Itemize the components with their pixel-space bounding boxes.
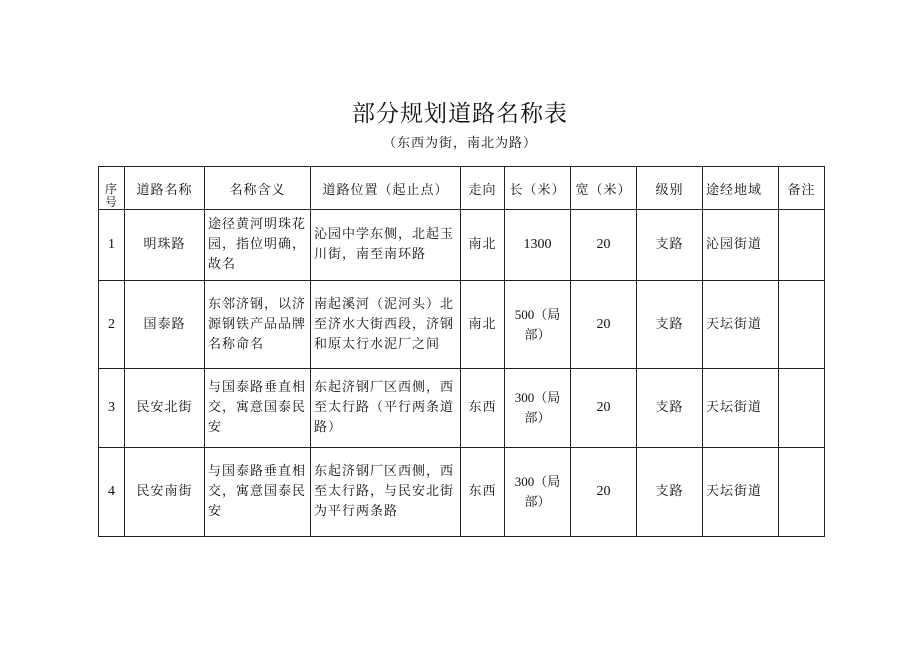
cell-seq: 2 bbox=[99, 281, 125, 369]
document-title: 部分规划道路名称表 bbox=[352, 101, 568, 127]
header-direction: 走向 bbox=[461, 167, 505, 210]
cell-seq: 1 bbox=[99, 210, 125, 281]
cell-seq: 3 bbox=[99, 369, 125, 448]
cell-note bbox=[779, 210, 825, 281]
header-note: 备注 bbox=[779, 167, 825, 210]
cell-length: 1300 bbox=[505, 210, 571, 281]
cell-road-name: 明珠路 bbox=[125, 210, 205, 281]
cell-name-meaning: 与国泰路垂直相交，寓意国泰民安 bbox=[205, 448, 311, 537]
header-seq: 序号 bbox=[99, 167, 125, 210]
cell-width: 20 bbox=[571, 369, 637, 448]
cell-direction: 东西 bbox=[461, 369, 505, 448]
cell-name-meaning: 途径黄河明珠花园，指位明确，故名 bbox=[205, 210, 311, 281]
cell-road-location: 南起溪河（泥河头）北至济水大街西段，济钢和原太行水泥厂之间 bbox=[311, 281, 461, 369]
table-row bbox=[99, 448, 825, 537]
cell-road-name: 国泰路 bbox=[125, 281, 205, 369]
cell-road-name: 民安北街 bbox=[125, 369, 205, 448]
header-length: 长（米） bbox=[505, 167, 571, 210]
cell-name-meaning: 东邻济钢，以济源钢铁产品品牌名称命名 bbox=[205, 281, 311, 369]
cell-road-location: 东起济钢厂区西侧，西至太行路，与民安北街为平行两条路 bbox=[311, 448, 461, 537]
cell-area: 沁园街道 bbox=[703, 210, 779, 281]
cell-seq: 4 bbox=[99, 448, 125, 537]
table-header-row bbox=[99, 167, 825, 210]
header-road-location: 道路位置（起止点） bbox=[311, 167, 461, 210]
document-subtitle: （东西为街，南北为路） bbox=[382, 136, 537, 151]
header-name-meaning: 名称含义 bbox=[205, 167, 311, 210]
cell-level: 支路 bbox=[637, 281, 703, 369]
cell-direction: 南北 bbox=[461, 281, 505, 369]
table-row bbox=[99, 281, 825, 369]
cell-width: 20 bbox=[571, 281, 637, 369]
cell-level: 支路 bbox=[637, 210, 703, 281]
cell-name-meaning: 与国泰路垂直相交，寓意国泰民安 bbox=[205, 369, 311, 448]
cell-note bbox=[779, 369, 825, 448]
cell-direction: 东西 bbox=[461, 448, 505, 537]
cell-length: 300（局部） bbox=[505, 448, 571, 537]
cell-area: 天坛街道 bbox=[703, 281, 779, 369]
road-names-table bbox=[98, 166, 825, 537]
cell-level: 支路 bbox=[637, 369, 703, 448]
cell-road-location: 东起济钢厂区西侧，西至太行路（平行两条道路） bbox=[311, 369, 461, 448]
table-row bbox=[99, 369, 825, 448]
cell-note bbox=[779, 448, 825, 537]
cell-road-location: 沁园中学东侧，北起玉川街，南至南环路 bbox=[311, 210, 461, 281]
header-level: 级别 bbox=[637, 167, 703, 210]
header-area: 途经地域 bbox=[703, 167, 779, 210]
cell-road-name: 民安南街 bbox=[125, 448, 205, 537]
cell-length: 500（局部） bbox=[505, 281, 571, 369]
cell-note bbox=[779, 281, 825, 369]
cell-level: 支路 bbox=[637, 448, 703, 537]
cell-length: 300（局部） bbox=[505, 369, 571, 448]
header-road-name: 道路名称 bbox=[125, 167, 205, 210]
cell-area: 天坛街道 bbox=[703, 448, 779, 537]
header-width: 宽（米） bbox=[571, 167, 637, 210]
cell-direction: 南北 bbox=[461, 210, 505, 281]
cell-width: 20 bbox=[571, 210, 637, 281]
cell-area: 天坛街道 bbox=[703, 369, 779, 448]
cell-width: 20 bbox=[571, 448, 637, 537]
table-row bbox=[99, 210, 825, 281]
